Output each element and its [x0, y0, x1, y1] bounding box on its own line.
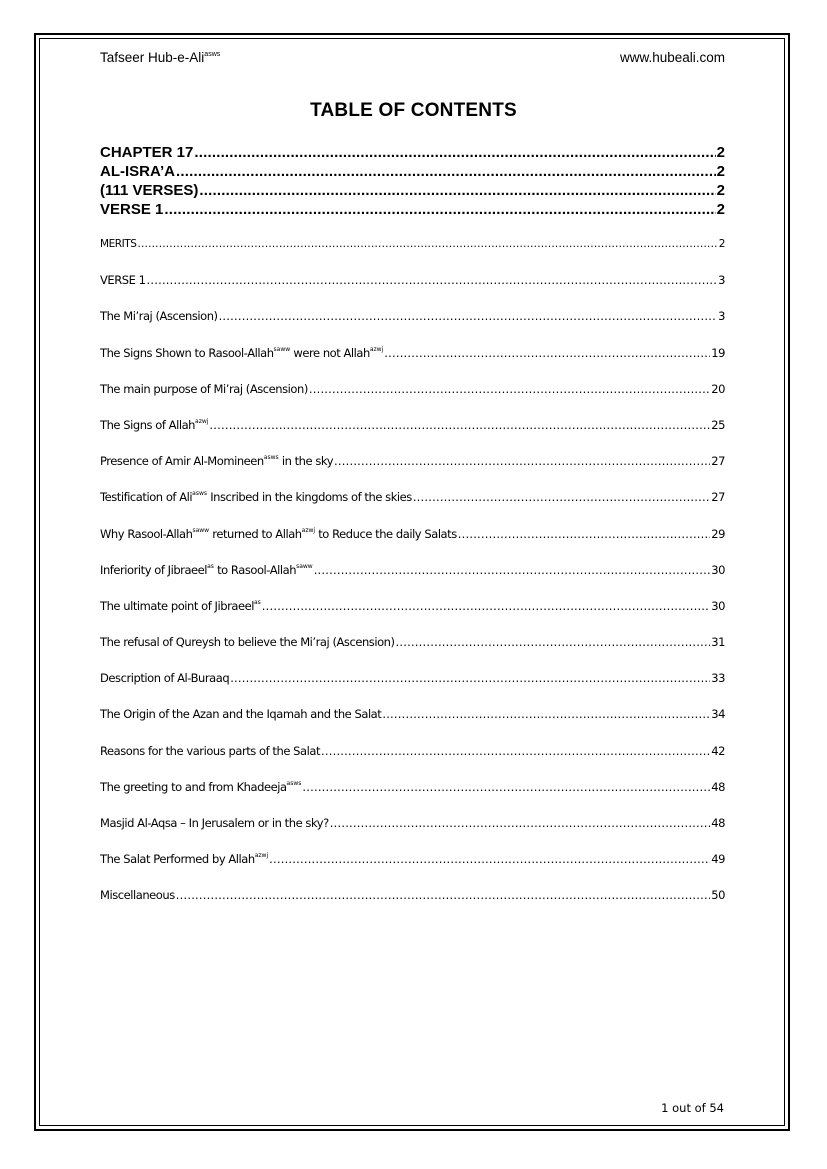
- toc-entry-honorific: saww: [273, 345, 291, 353]
- toc-leader-dots: [384, 345, 710, 361]
- toc-entry-text: The Salat Performed by Allah: [100, 852, 255, 867]
- toc-entry-page: 27: [711, 454, 725, 469]
- toc-entry[interactable]: [100, 831, 725, 867]
- toc-entry-text: Why Rasool-Allah: [100, 526, 193, 541]
- toc-entry-label: [100, 815, 329, 831]
- toc-leader-dots: [334, 453, 710, 469]
- toc-main-entry-label: AL-ISRA’A: [100, 163, 175, 180]
- toc-entry-text: The greeting to and from Khadeeja: [100, 779, 287, 794]
- toc-entry-label: [100, 342, 383, 361]
- toc-entry-text: The ultimate point of Jibraeel: [100, 598, 254, 613]
- toc-entry-honorific: as: [253, 598, 261, 606]
- toc-entry-text: returned to Allah: [209, 526, 302, 541]
- toc-entry-text: Presence of Amir Al-Momineen: [100, 454, 264, 469]
- toc-entry[interactable]: [100, 759, 725, 795]
- toc-leader-dots: [199, 181, 715, 200]
- toc-entry-text: The Signs of Allah: [100, 417, 196, 432]
- toc-main-entry-page: 2: [716, 144, 725, 161]
- toc-entry-page: 30: [711, 562, 725, 577]
- toc-entry-label: [100, 743, 320, 759]
- toc-entry-text: Inferiority of Jibraeel: [100, 562, 208, 577]
- toc-leader-dots: [302, 779, 710, 795]
- toc-entry[interactable]: [100, 469, 725, 505]
- toc-main-entry[interactable]: [100, 200, 725, 219]
- toc-entry-label: [100, 308, 218, 324]
- toc-entry-text: The main purpose of Mi’raj (Ascension): [100, 381, 308, 396]
- toc-entry-label: [100, 634, 395, 650]
- toc-entry-page: 48: [711, 816, 725, 830]
- toc-entry-text: The Signs Shown to Rasool-Allah: [100, 345, 274, 360]
- toc-entry-label: [100, 559, 313, 578]
- toc-entry-text: Masjid Al-Aqsa – In Jerusalem or in the sky?: [100, 816, 329, 830]
- toc-entry-honorific: azwj: [369, 345, 384, 353]
- toc-entry-page: 2: [718, 238, 725, 250]
- toc-entry-honorific: azwj: [254, 852, 269, 860]
- toc-main-entry[interactable]: [100, 162, 725, 181]
- toc-entry[interactable]: [100, 578, 725, 614]
- toc-main-entry[interactable]: [100, 143, 725, 162]
- toc-entry-honorific: azwj: [301, 526, 316, 534]
- toc-entry-label: [100, 848, 268, 867]
- toc-main-entry-label: (111 VERSES): [100, 182, 199, 199]
- toc-main-entry-page: 2: [716, 163, 725, 180]
- toc-entry[interactable]: [100, 542, 725, 578]
- toc-entry-label: [100, 381, 308, 397]
- toc-leader-dots: [382, 706, 710, 722]
- toc-entry-label: [100, 236, 136, 252]
- toc-leader-dots: [230, 670, 710, 686]
- toc-entry[interactable]: [100, 650, 725, 686]
- toc-entry-text: Reasons for the various parts of the Salat: [100, 743, 321, 758]
- toc-entry-honorific: azwj: [195, 417, 209, 425]
- toc-entry[interactable]: [100, 614, 725, 650]
- toc-main-entry-label: VERSE 1: [100, 201, 164, 218]
- toc-entry[interactable]: [100, 686, 725, 722]
- toc-entry[interactable]: [100, 252, 725, 288]
- toc-entry-label: [100, 670, 229, 686]
- toc-leader-dots: [413, 489, 710, 505]
- toc-entry-honorific: asws: [192, 490, 207, 498]
- toc-entry-page: 49: [711, 852, 725, 867]
- toc-leader-dots: [194, 143, 715, 162]
- toc-entry-page: 33: [711, 671, 725, 686]
- toc-entry-page: 3: [718, 309, 725, 324]
- toc-leader-dots: [176, 887, 710, 903]
- toc-entry[interactable]: [100, 234, 725, 252]
- toc-leader-dots: [209, 417, 710, 433]
- toc-entry[interactable]: [100, 324, 725, 360]
- toc-main-entry-label: CHAPTER 17: [100, 144, 194, 161]
- toc-entry-text: The refusal of Qureysh to believe the Mi’raj (Ascension): [100, 635, 395, 650]
- toc-entry-page: 29: [711, 526, 725, 541]
- toc-entry-honorific: as: [207, 562, 214, 570]
- toc-entry-page: 31: [711, 635, 725, 650]
- toc-entry-label: [100, 414, 208, 433]
- toc-entry-text: were not Allah: [290, 345, 370, 360]
- toc-entry-label: [100, 706, 381, 722]
- toc-leader-dots: [137, 236, 717, 252]
- toc-entry[interactable]: [100, 397, 725, 433]
- toc-entry[interactable]: [100, 433, 725, 469]
- toc-main-entry-page: 2: [716, 182, 725, 199]
- toc-entry[interactable]: [100, 361, 725, 397]
- toc-entry-text: The Mi’raj (Ascension): [100, 309, 218, 324]
- toc-entry-text: to Reduce the daily Salats: [315, 526, 457, 541]
- toc-entry-honorific: asws: [286, 779, 302, 787]
- toc-leader-dots: [269, 851, 710, 867]
- toc-entry-text: Inscribed in the kingdoms of the skies: [206, 490, 412, 505]
- toc-leader-dots: [330, 815, 711, 831]
- toc-entry-text: Miscellaneous: [100, 888, 175, 903]
- toc-entry-honorific: asws: [263, 454, 279, 462]
- toc-main-entries: [100, 143, 725, 219]
- toc-entry-page: 3: [718, 273, 725, 288]
- toc-entries: [100, 234, 725, 903]
- toc-entry-label: [100, 595, 261, 614]
- header-title-sup: asws: [204, 51, 221, 58]
- toc-leader-dots: [176, 162, 716, 181]
- header-title: [100, 50, 220, 65]
- header-title-text: Tafseer Hub-e-Ali: [100, 50, 205, 65]
- toc-leader-dots: [458, 526, 711, 542]
- toc-leader-dots: [321, 743, 710, 759]
- toc-entry-page: 25: [711, 417, 725, 432]
- toc-entry-page: 20: [711, 381, 725, 396]
- toc-leader-dots: [147, 272, 718, 288]
- header-url[interactable]: www.hubeali.com: [619, 50, 725, 65]
- toc-leader-dots: [396, 634, 711, 650]
- toc-entry-text: MERITS: [100, 238, 137, 250]
- toc-entry-page: 30: [711, 598, 725, 613]
- toc-leader-dots: [309, 381, 710, 397]
- toc-entry-page: 34: [711, 707, 725, 722]
- toc-entry[interactable]: [100, 867, 725, 903]
- toc-leader-dots: [262, 598, 711, 614]
- toc-leader-dots: [314, 562, 711, 578]
- toc-main-entry[interactable]: [100, 181, 725, 200]
- toc-entry-page: 42: [711, 743, 725, 758]
- toc-leader-dots: [219, 308, 718, 324]
- toc-entry-page: 19: [711, 345, 725, 360]
- toc-entry-page: 50: [711, 888, 725, 903]
- toc-entry-page: 27: [711, 490, 725, 505]
- toc-entry-label: [100, 272, 146, 288]
- toc-entry-text: to Rasool-Allah: [213, 562, 297, 577]
- toc-entry-text: The Origin of the Azan and the Iqamah and the Salat: [100, 707, 382, 722]
- toc-main-entry-page: 2: [716, 201, 725, 218]
- toc-title: TABLE OF CONTENTS: [310, 100, 517, 121]
- toc-entry-honorific: saww: [192, 526, 210, 534]
- toc-entry-label: [100, 776, 301, 795]
- toc-entry-text: in the sky: [278, 454, 334, 469]
- toc-entry-text: VERSE 1: [100, 273, 146, 288]
- toc-entry-page: 48: [711, 779, 725, 794]
- page-number: 1 out of 54: [661, 1101, 724, 1115]
- toc-entry[interactable]: [100, 795, 725, 831]
- toc-entry-label: [100, 523, 457, 542]
- toc-entry-label: [100, 486, 412, 505]
- toc-entry-text: Testification of Ali: [100, 490, 193, 505]
- toc-leader-dots: [164, 200, 715, 219]
- toc-entry-label: [100, 450, 333, 469]
- toc-entry[interactable]: [100, 722, 725, 758]
- toc-entry[interactable]: [100, 505, 725, 541]
- toc-entry-text: Description of Al-Buraaq: [100, 671, 230, 686]
- toc-entry-honorific: saww: [296, 562, 313, 570]
- toc-entry[interactable]: [100, 288, 725, 324]
- toc-entry-label: [100, 887, 175, 903]
